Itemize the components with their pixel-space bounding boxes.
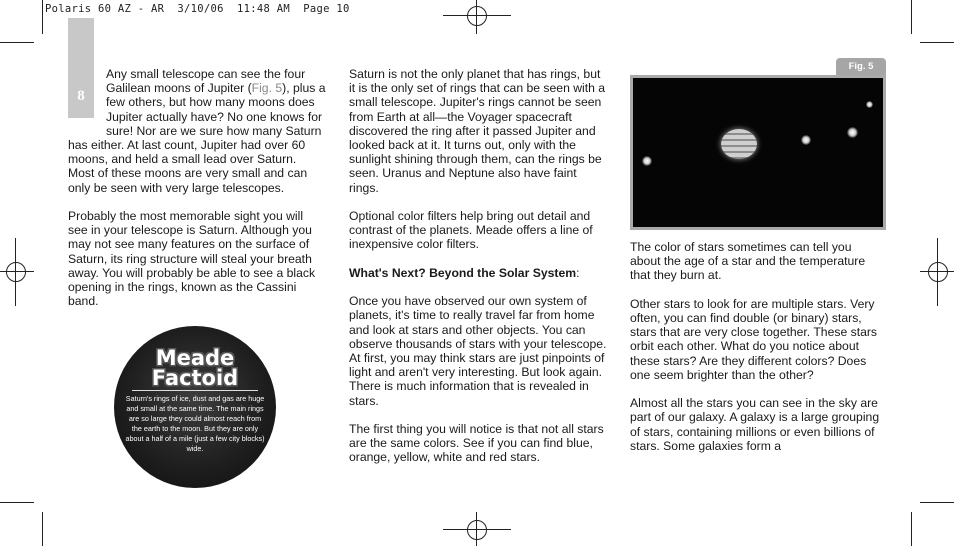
paragraph-stars: Once you have observed our own system of planets, it's time to really travel far from home and look at stars and other objects. You can observe thousands of stars with your telescope. At first, you may think stars are just pinpoints of light and aren't very interesting. But look again. There is much information that is revealed in stars. <box>349 294 607 408</box>
paragraph-colors: The first thing you will notice is that not all stars are the same colors. See if you can find blue, orange, yellow, white and red stars. <box>349 422 604 465</box>
meade-factoid-badge <box>114 326 276 488</box>
jupiter-planet <box>721 129 757 159</box>
factoid-text: Saturn's rings of ice, dust and gas are huge and small at the same time. The main rings are so large they could almost reach from the earth to the moon. But they are only about a half of a mile (just a few city blocks) wide. <box>125 394 265 453</box>
column-1 <box>68 67 326 323</box>
print-slug: Polaris 60 AZ - AR 3/10/06 11:48 AM Page 10 <box>45 3 350 15</box>
paragraph-filters: Optional color filters help bring out detail and contrast of the planets. Meade offers a line of inexpensive color filters. <box>349 209 593 252</box>
section-heading <box>349 266 609 280</box>
paragraph-star-color: The color of stars sometimes can tell you about the age of a star and the temperature that they burn at. <box>630 240 866 283</box>
heading-suffix: : <box>576 265 580 280</box>
column-2 <box>349 67 609 479</box>
factoid-title-line1: Meade <box>155 346 235 370</box>
moon-1 <box>642 156 652 166</box>
factoid-title-line2: Factoid <box>151 366 239 390</box>
paragraph-rings: Saturn is not the only planet that has rings, but it is the only set of rings that can be seen with a small telescope. Jupiter's rings cannot be seen from Earth at all—the Voyager spacecraft discovered the ring after it passed Jupiter and looked back at it. It turns out, only with the sunlight shining through them, can the rings be seen. Uranus and Neptune also have faint rings. <box>349 67 606 195</box>
jupiter-image <box>633 78 883 227</box>
factoid-divider <box>132 390 258 391</box>
column-3 <box>630 240 882 467</box>
figure-jupiter-moons <box>630 75 886 230</box>
heading-text: What's Next? Beyond the Solar System <box>349 265 577 280</box>
figure-label: Fig. 5 <box>836 58 886 76</box>
page-number: 8 <box>77 88 85 104</box>
paragraph-text: Any small telescope can see the four Galilean moons of Jupiter ( <box>106 67 306 96</box>
paragraph-galaxy: Almost all the stars you can see in the sky are part of our galaxy. A galaxy is a large grouping of stars, containing millions or even billions of stars. Some galaxies form a <box>630 396 880 453</box>
paragraph-moons <box>68 67 326 195</box>
moon-2 <box>801 135 811 145</box>
paragraph-multiple-stars: Other stars to look for are multiple stars. Very often, you can find double (or binary) stars, stars that are very close together. These stars orbit each other. What do you notice about these stars? Are they different colors? Does one seem brighter than the other? <box>630 296 878 382</box>
moon-3 <box>847 127 858 138</box>
paragraph-text: ), plus a few others, but how many moons does Jupiter actually have? No one knows for sure! Nor are we sure how many Saturn has either. At last count, Jupiter had over 60 moons, and held a small lead over Saturn. Most of these moons are very small and can only be seen with very large telescopes. <box>68 81 326 195</box>
paragraph-saturn: Probably the most memorable sight you will see in your telescope is Saturn. Although you may not see many features on the surface of Saturn, its ring structure will steal your breath away. You will probably be able to see a black opening in the rings, known as the Cassini band. <box>68 209 316 309</box>
figure-reference: Fig. 5 <box>251 81 283 96</box>
moon-4 <box>866 101 873 108</box>
